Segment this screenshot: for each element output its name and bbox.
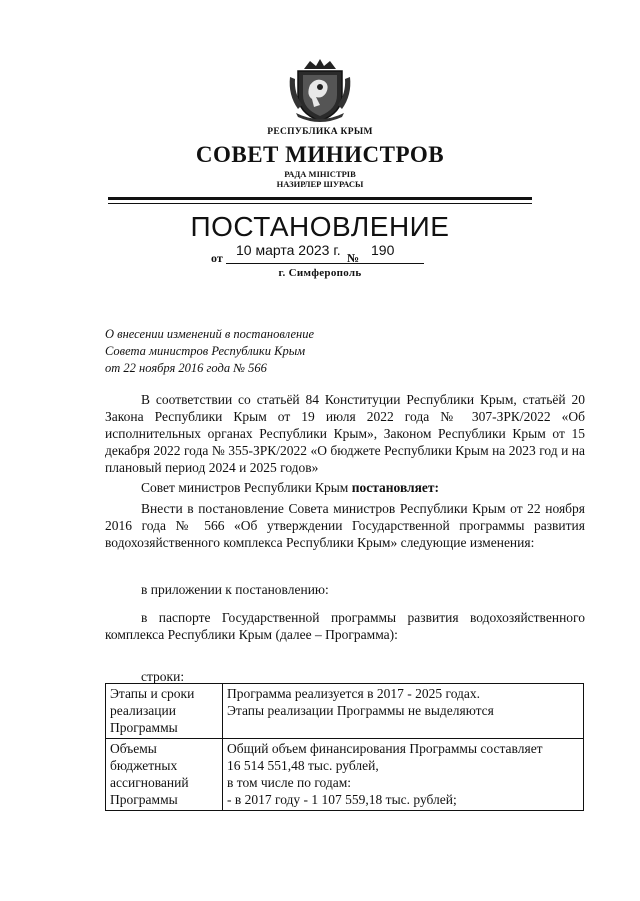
- table-cell-label: [106, 684, 223, 739]
- date-from-label: от: [211, 251, 223, 265]
- resolution-verb: постановляет:: [351, 480, 440, 495]
- cell-line: 16 514 551,48 тыс. рублей,: [227, 758, 379, 773]
- rows-label: строки:: [141, 669, 185, 684]
- decree-date: 10 марта 2023 г.: [236, 242, 341, 258]
- table-cell-value: [223, 739, 584, 811]
- table-row: [106, 684, 584, 739]
- council-subtitle: [0, 169, 640, 189]
- cell-line: реализации: [110, 703, 176, 718]
- decree-title: ПОСТАНОВЛЕНИЕ: [190, 211, 450, 242]
- cell-line: в том числе по годам:: [227, 775, 352, 790]
- subject-line: О внесении изменений в постановление: [105, 327, 315, 341]
- crimea-coat-of-arms-icon: [286, 55, 354, 125]
- resolution-text: Совет министров Республики Крым: [141, 480, 352, 495]
- header-rule-thin: [108, 203, 532, 204]
- passport-paragraph: в паспорте Государственной программы развития водохозяйственного комплекса Республики Крым (далее – Программа):: [105, 610, 585, 642]
- appendix-paragraph: в приложении к постановлению:: [141, 582, 329, 597]
- table-cell-value: [223, 684, 584, 739]
- cell-line: - в 2017 году - 1 107 559,18 тыс. рублей;: [227, 792, 457, 807]
- table-cell-label: [106, 739, 223, 811]
- number-underline: [358, 263, 424, 264]
- program-passport-table: [105, 683, 584, 811]
- cell-line: ассигнований: [110, 775, 189, 790]
- decree-number: 190: [371, 242, 395, 258]
- resolution-paragraph: [105, 479, 585, 496]
- shurasy-line: НАЗИРЛЕР ШУРАСЫ: [276, 179, 364, 189]
- preamble-paragraph: В соответствии со статьёй 84 Конституции Республики Крым, статьёй 20 Закона Республики Крым от 19 июля 2022 года № 307-ЗРК/2022 «Об исполнительных органах Республики Крым», Законом Республики Крым от 15 декабря 2022 года № 355-ЗРК/2022 «О бюджете Республики Крым на 2023 год и на плановый период 2024 и 2025 годов»: [105, 392, 585, 475]
- subject-line: Совета министров Республики Крым: [105, 344, 306, 358]
- decree-subject: [105, 326, 314, 377]
- cell-line: Программа реализуется в 2017 - 2025 годах.: [227, 686, 481, 701]
- subject-line: от 22 ноября 2016 года № 566: [105, 361, 267, 375]
- cell-line: Программы: [110, 720, 178, 735]
- cell-line: Программы: [110, 792, 178, 807]
- table-row: [106, 739, 584, 811]
- cell-line: Объемы: [110, 741, 157, 756]
- cell-line: Общий объем финансирования Программы составляет: [227, 741, 543, 756]
- number-label: №: [347, 251, 360, 265]
- cell-line: Этапы реализации Программы не выделяются: [227, 703, 494, 718]
- rada-line: РАДА МІНІСТРІВ: [284, 169, 356, 179]
- amendment-paragraph: Внести в постановление Совета министров Республики Крым от 22 ноября 2016 года № 566 «Об утверждении Государственной программы развития водохозяйственного комплекса Республики Крым» следующие изменения:: [105, 501, 585, 550]
- cell-line: бюджетных: [110, 758, 178, 773]
- city-label: г. Симферополь: [278, 267, 362, 279]
- header-rule-thick: [108, 197, 532, 200]
- republic-label: РЕСПУБЛИКА КРЫМ: [267, 127, 373, 137]
- council-title: СОВЕТ МИНИСТРОВ: [195, 142, 445, 167]
- cell-line: Этапы и сроки: [110, 686, 195, 701]
